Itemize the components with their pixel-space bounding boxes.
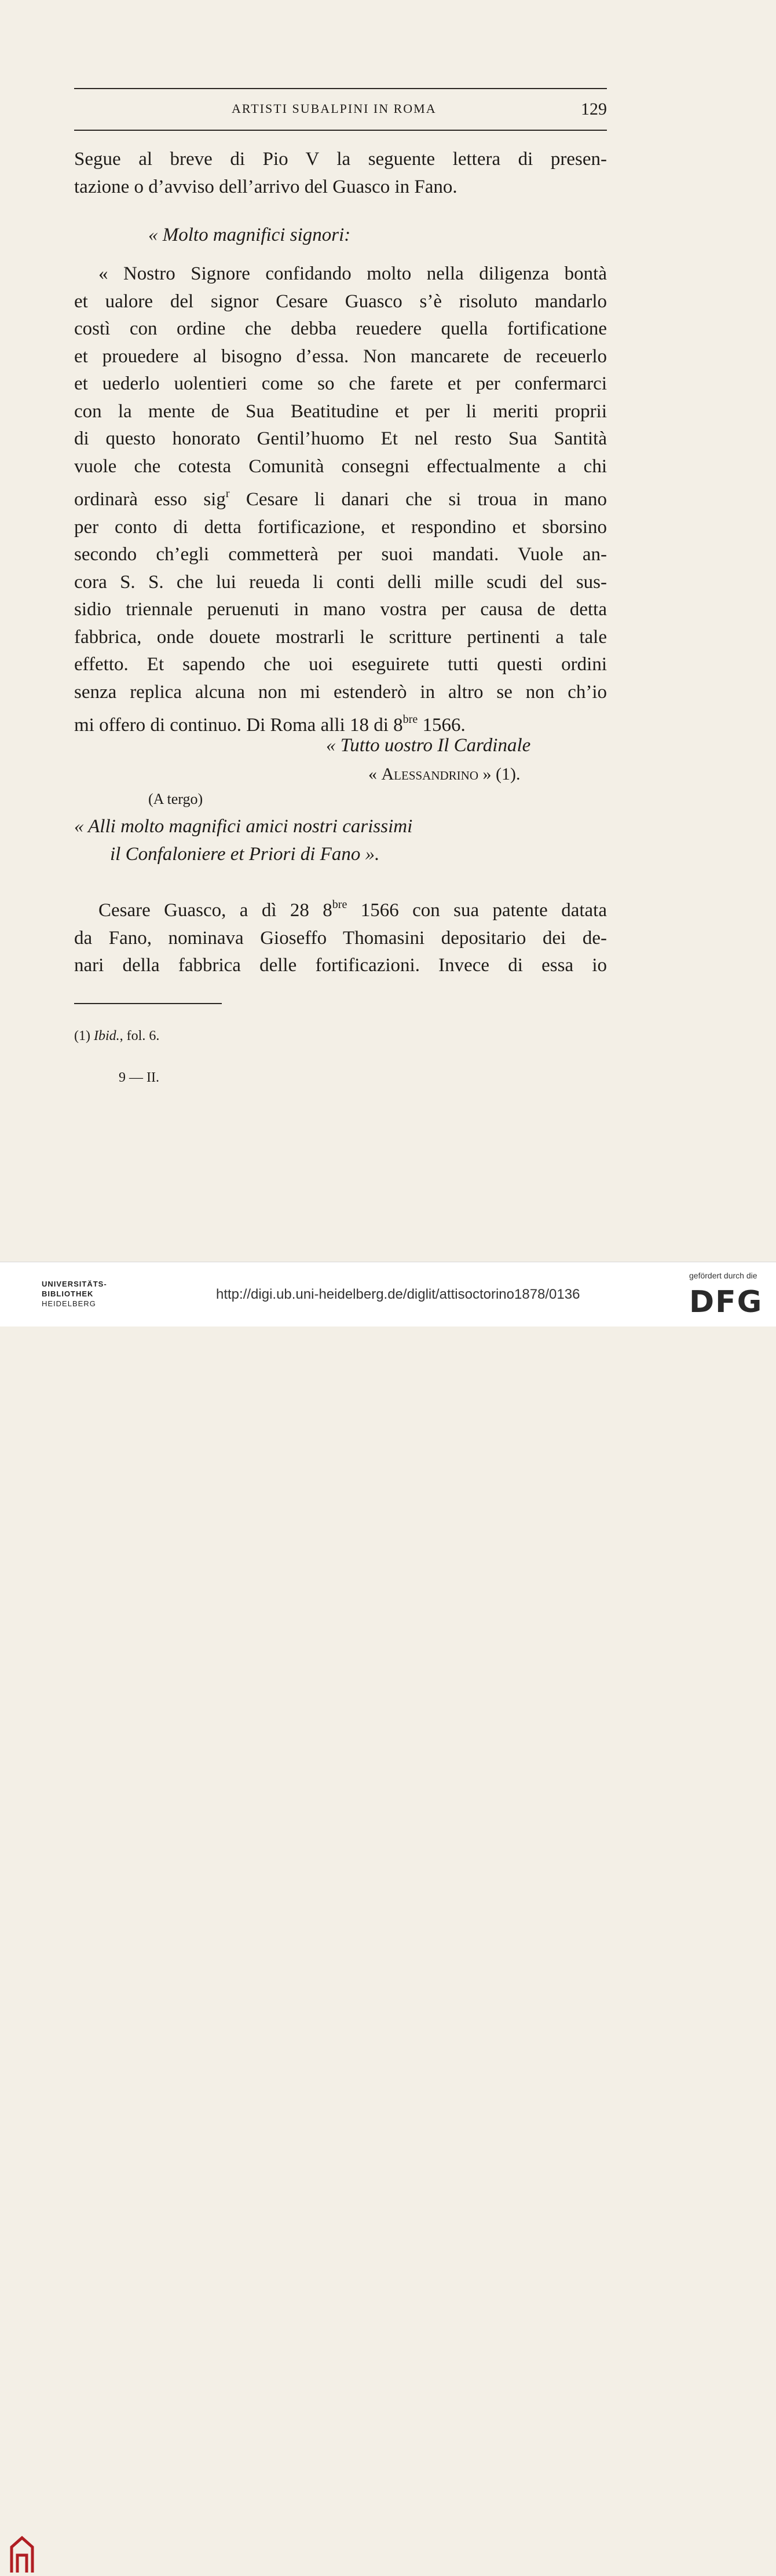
paragraph-intro (74, 146, 607, 201)
text-fragment: » (1). (478, 765, 521, 784)
footnote-rest: , fol. 6. (119, 1028, 160, 1043)
signature-line (74, 760, 607, 788)
text-fragment: Cesare Guasco, a dì 28 8 (98, 900, 332, 921)
page-number: 129 (581, 100, 607, 119)
verso-label (74, 785, 607, 813)
university-logo-icon[interactable] (8, 2534, 36, 2576)
text-line: et prouedere al bisogno d’essa. Non mancarete de receuerlo (74, 346, 607, 367)
text-line: et ualore del signor Cesare Guasco s’è risoluto mandarlo (74, 291, 607, 312)
salutation-line: « Molto magnifici signori: (148, 225, 351, 245)
text-fragment: 1566. (418, 715, 466, 736)
text-line: nari della fabbrica delle fortificazioni. Invece di essa io (74, 955, 607, 976)
running-header-title: ARTISTI SUBALPINI IN ROMA (232, 101, 437, 116)
letter-salutation (74, 222, 607, 249)
text-fragment: « (368, 765, 382, 784)
text-line: fabbrica, onde douete mostrarli le scritture pertinenti a tale (74, 626, 607, 648)
letter-body (74, 260, 607, 740)
closing-line: « Tutto uostro Il Cardinale (326, 735, 531, 756)
text-fragment: ordinarà esso sig (74, 489, 226, 510)
text-line: tazione o d’avviso dell’arrivo del Guasco in Fano. (74, 176, 457, 197)
paragraph-closing (74, 891, 607, 980)
library-name-line: BIBLIOTHEK (42, 1289, 94, 1298)
printer-signature-mark: 9 — II. (119, 1070, 159, 1085)
text-fragment: mi offero di continuo. Di Roma alli 18 di 8 (74, 715, 403, 736)
footnote-rule (74, 1003, 222, 1004)
address-line: il Confaloniere et Priori di Fano ». (110, 843, 380, 865)
superscript: r (225, 487, 230, 500)
library-name-line: HEIDELBERG (42, 1299, 96, 1308)
superscript: bre (332, 898, 347, 911)
signature-name: Alessandrino (381, 765, 479, 784)
text-line (74, 480, 607, 514)
header-rule-bottom (74, 130, 607, 131)
text-line: di questo honorato Gentil’huomo Et nel resto Sua Santità (74, 428, 607, 449)
address-block (74, 813, 607, 868)
text-fragment: 1566 con sua patente datata (347, 900, 607, 921)
text-line: Segue al breve di Pio V la seguente lettera di presen- (74, 149, 607, 170)
text-line: effetto. Et sapendo che uoi eseguirete tutti questi ordini (74, 654, 607, 675)
letter-closing (74, 732, 607, 760)
letter-signature (74, 760, 607, 788)
text-line: con la mente de Sua Beatitudine et per li meriti proprii (74, 400, 607, 422)
footnote-marker: (1) (74, 1028, 94, 1043)
page-scan (0, 0, 776, 1262)
text-line: per conto di detta fortificazione, et respondino et sborsino (74, 516, 607, 538)
header-rule-top (74, 88, 607, 89)
permalink-url[interactable]: http://digi.ub.uni-heidelberg.de/diglit/attisoctorino1878/0136 (216, 1287, 580, 1302)
footnote (74, 1028, 159, 1044)
text-line: costì con ordine che debba reuedere quella fortificatione (74, 318, 607, 339)
text-fragment: Cesare li danari che si troua in mano (229, 489, 607, 510)
funding-note: gefördert durch die (689, 1271, 757, 1280)
text-line: cora S. S. che lui reueda li conti delli mille scudi del sus- (74, 571, 607, 593)
superscript: bre (402, 713, 418, 726)
text-line: da Fano, nominava Gioseffo Thomasini depositario dei de- (74, 927, 607, 949)
text-line: sidio triennale peruenuti in mano vostra per causa de detta (74, 599, 607, 620)
text-line: vuole che cotesta Comunità consegni effectualmente a chi (74, 455, 607, 477)
library-name-line: UNIVERSITÄTS- (42, 1280, 107, 1288)
dfg-logo[interactable]: DFG (689, 1285, 763, 1320)
verso-line: (A tergo) (148, 791, 203, 807)
text-line: « Nostro Signore confidando molto nella diligenza bontà (98, 263, 607, 284)
footnote-ref: Ibid. (93, 1028, 120, 1043)
address-line: « Alli molto magnifici amici nostri carissimi (74, 816, 413, 837)
text-line: et uederlo uolentieri come so che farete et per confermarci (74, 373, 607, 394)
text-line: senza replica alcuna non mi estenderò in altro se non ch’io (74, 681, 607, 703)
text-line: secondo ch’egli commetterà per suoi mandati. Vuole an- (74, 544, 607, 565)
library-name[interactable] (42, 1279, 107, 1309)
text-line (74, 891, 607, 925)
